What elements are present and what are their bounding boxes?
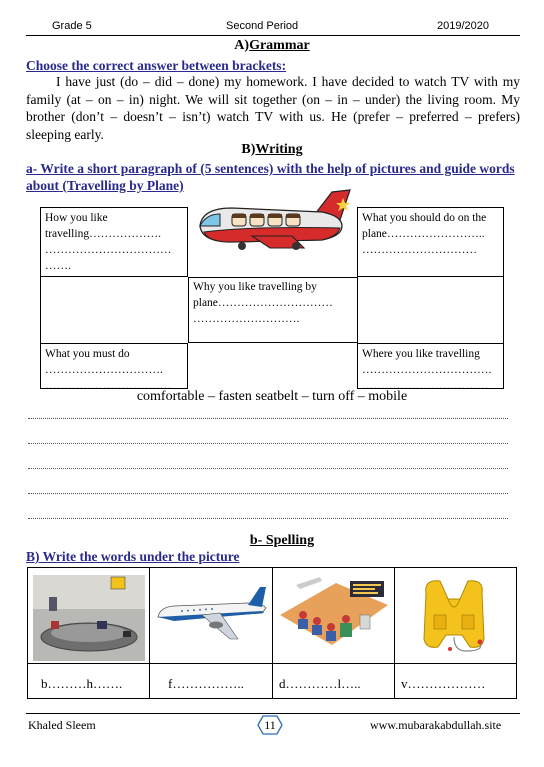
box-where-you-like-travelling: Where you like travelling ……………………………. …………………………… bbox=[357, 343, 504, 389]
spelling-col-divider bbox=[149, 567, 150, 699]
grid-line-right bbox=[503, 277, 504, 343]
grammar-paragraph bbox=[26, 73, 520, 143]
spelling-instruction-text: B) Write the words under the picture bbox=[26, 549, 240, 564]
header-period: Second Period bbox=[226, 20, 299, 32]
baggage-carousel-picture-icon bbox=[33, 575, 145, 661]
grid-line-bottom bbox=[188, 342, 358, 343]
guide-words: comfortable – fasten seatbelt – turn off – mobile bbox=[136, 389, 408, 404]
spelling-label-4: v……………… bbox=[401, 676, 486, 691]
grammar-instruction bbox=[26, 57, 520, 75]
writing-title-text: Writing bbox=[255, 142, 303, 157]
writing-line bbox=[28, 468, 508, 469]
footer-page-number: 11 bbox=[264, 718, 276, 732]
spelling-label-2: f…………….. bbox=[168, 676, 244, 691]
writing-title-prefix: B) bbox=[241, 142, 256, 157]
spelling-label-3: d…………l….. bbox=[279, 676, 361, 691]
box-what-you-should-do: What you should do on the plane…………………….. ………………………… bbox=[357, 207, 504, 277]
grid-line-left bbox=[40, 277, 41, 343]
life-vest-picture-icon bbox=[404, 575, 504, 661]
grammar-title-prefix: A) bbox=[234, 38, 250, 53]
writing-line bbox=[28, 443, 508, 444]
box-how-you-like-travelling: How you like travelling………………. …………………………… ……. bbox=[40, 207, 188, 277]
box-what-you-must-do: What you must do …………………………. …………………………… bbox=[40, 343, 188, 389]
spelling-col-divider bbox=[394, 567, 395, 699]
spelling-instruction bbox=[26, 548, 520, 566]
footer-site: www.mubarakabdullah.site bbox=[370, 718, 502, 732]
grammar-paragraph-text: I have just (do – did – done) my homework. I have decided to watch TV with my family (at – on – in) night. We will sit together (on – in – under) the living room. My brother (don’t – doesn’t – isn’t) watch TV with us. He (prefer – preferred – prefers) sleeping early. bbox=[26, 74, 520, 142]
grammar-title-text: Grammar bbox=[249, 38, 310, 53]
spelling-title: b- Spelling bbox=[249, 533, 315, 548]
airplane-picture-icon bbox=[152, 575, 268, 661]
header-year: 2019/2020 bbox=[437, 20, 489, 32]
writing-line bbox=[28, 493, 508, 494]
spelling-col-divider bbox=[272, 567, 273, 699]
grid-line-top bbox=[188, 277, 358, 278]
footer-author: Khaled Sleem bbox=[28, 718, 96, 732]
writing-title bbox=[0, 142, 544, 158]
grammar-title bbox=[0, 38, 544, 54]
writing-line bbox=[28, 418, 508, 419]
cartoon-airplane-icon bbox=[192, 186, 354, 254]
departure-lounge-picture-icon bbox=[276, 575, 390, 661]
writing-instruction: a- Write a short paragraph of (5 sentences) with the help of pictures and guide words about (Travelling by Plane) bbox=[26, 161, 515, 193]
writing-line bbox=[28, 518, 508, 519]
box-why-you-like-travelling: Why you like travelling by plane………………………… ………………………. bbox=[188, 277, 358, 343]
header-grade: Grade 5 bbox=[52, 20, 92, 32]
spelling-label-1: b………h……. bbox=[41, 676, 123, 691]
grammar-instruction-text: Choose the correct answer between brackets: bbox=[26, 58, 287, 73]
header-rule bbox=[26, 35, 520, 36]
